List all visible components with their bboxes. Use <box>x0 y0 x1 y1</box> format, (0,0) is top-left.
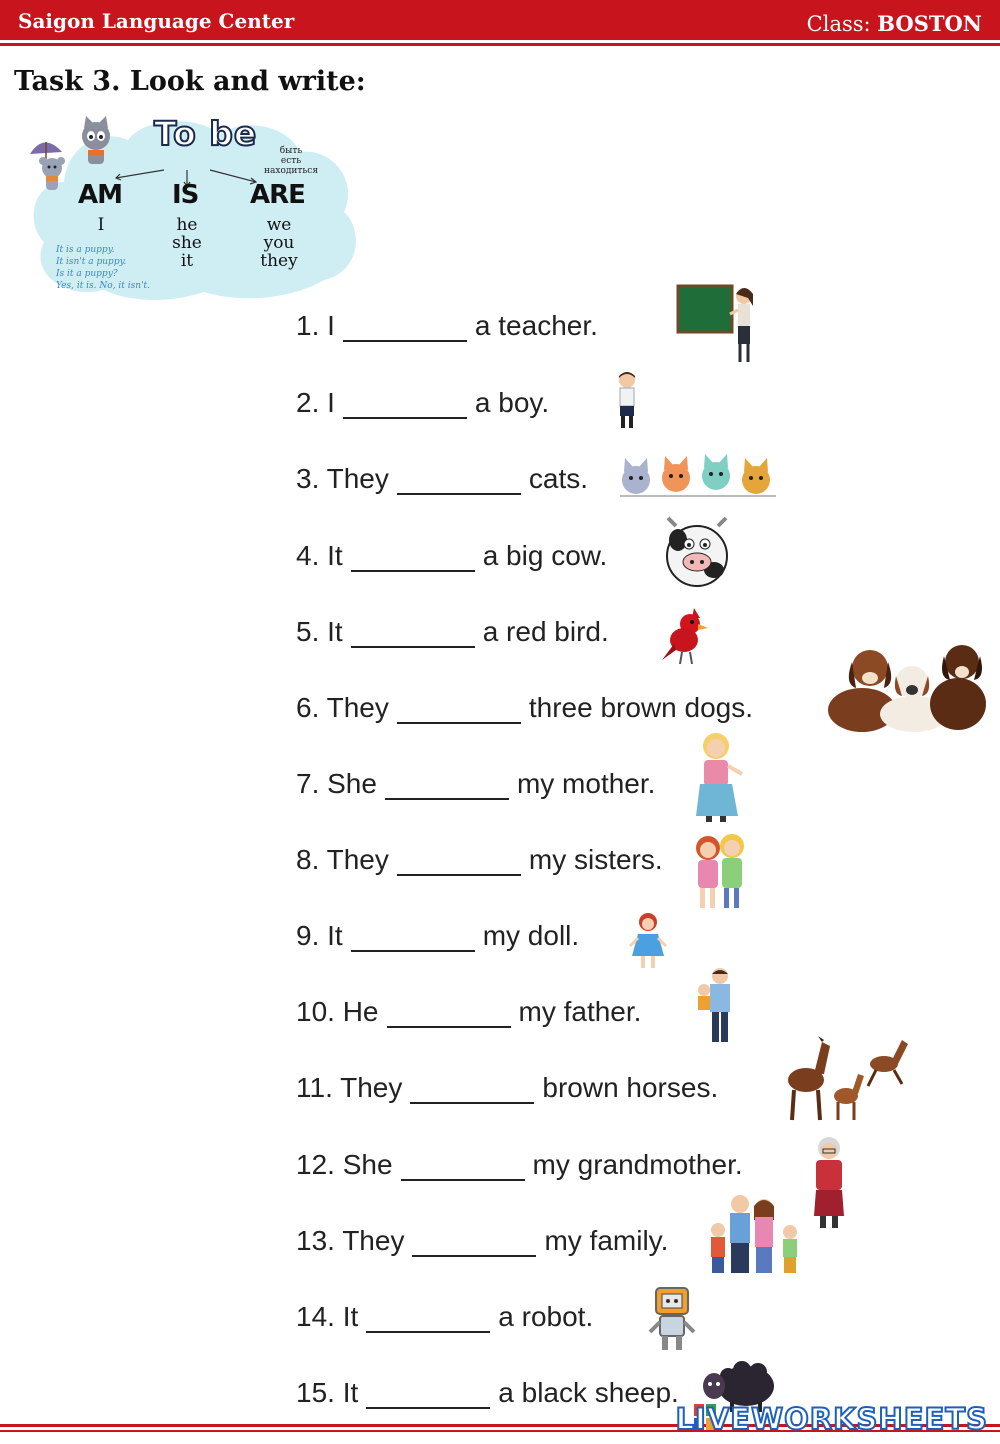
are-heading: ARE <box>250 180 305 210</box>
to-be-title: To be <box>154 114 258 153</box>
grammar-cloud <box>24 112 360 302</box>
cats-icon <box>616 452 780 500</box>
exercise-item-10: 10. He my father. <box>296 996 642 1027</box>
exercise-item-1: 1. I a teacher. <box>296 310 598 341</box>
sisters-icon <box>690 832 750 912</box>
answer-blank[interactable] <box>412 1227 536 1257</box>
cow-icon <box>662 516 732 590</box>
answer-blank[interactable] <box>351 542 475 572</box>
class-label: Class: BOSTON <box>806 11 982 36</box>
class-name: BOSTON <box>877 11 982 36</box>
header-divider <box>0 43 1000 46</box>
exercise-item-12: 12. She my grandmother. <box>296 1149 743 1180</box>
dogs-icon <box>822 638 992 738</box>
answer-blank[interactable] <box>397 694 521 724</box>
bird-icon <box>660 604 712 668</box>
exercise-item-8: 8. They my sisters. <box>296 844 663 875</box>
school-name: Saigon Language Center <box>18 9 295 33</box>
exercise-item-14: 14. It a robot. <box>296 1301 594 1332</box>
answer-blank[interactable] <box>385 770 509 800</box>
grandmother-icon <box>808 1136 850 1230</box>
answer-blank[interactable] <box>343 312 467 342</box>
am-heading: AM <box>78 180 122 210</box>
exercise-item-11: 11. They brown horses. <box>296 1072 719 1103</box>
is-pronouns: he she it <box>172 215 202 271</box>
are-pronouns: we you they <box>260 215 298 271</box>
answer-blank[interactable] <box>366 1379 490 1409</box>
exercise-item-15: 15. It a black sheep. <box>296 1377 679 1408</box>
family-icon <box>706 1192 804 1276</box>
answer-blank[interactable] <box>397 465 521 495</box>
exercise-item-4: 4. It a big cow. <box>296 540 608 571</box>
answer-blank[interactable] <box>387 998 511 1028</box>
exercise-item-6: 6. They three brown dogs. <box>296 692 754 723</box>
boy-icon <box>612 370 642 430</box>
robot-icon <box>646 1284 700 1354</box>
exercise-item-5: 5. It a red bird. <box>296 616 609 647</box>
exercise-item-13: 13. They my family. <box>296 1225 669 1256</box>
task-title: Task 3. Look and write: <box>14 66 366 97</box>
answer-blank[interactable] <box>343 389 467 419</box>
answer-blank[interactable] <box>351 618 475 648</box>
exercise-item-3: 3. They cats. <box>296 463 589 494</box>
answer-blank[interactable] <box>401 1151 525 1181</box>
grammar-examples: It is a puppy. It isn't a puppy. Is it a puppy? Yes, it is. No, it isn't. <box>56 245 151 291</box>
horses-icon <box>784 1034 910 1124</box>
answer-blank[interactable] <box>397 846 521 876</box>
answer-blank[interactable] <box>351 922 475 952</box>
is-heading: IS <box>172 180 199 210</box>
doll-icon <box>628 912 668 972</box>
mother-icon <box>686 730 746 824</box>
teacher-icon <box>676 282 762 366</box>
answer-blank[interactable] <box>410 1074 534 1104</box>
exercise-item-7: 7. She my mother. <box>296 768 656 799</box>
answer-blank[interactable] <box>366 1303 490 1333</box>
liveworksheets-watermark[interactable]: LIVEWORKSHEETS <box>675 1402 988 1436</box>
exercise-item-9: 9. It my doll. <box>296 920 580 951</box>
russian-translation: быть есть находиться <box>264 146 318 176</box>
exercise-item-2: 2. I a boy. <box>296 387 550 418</box>
father-icon <box>694 966 738 1046</box>
am-pronouns: I <box>97 215 105 235</box>
